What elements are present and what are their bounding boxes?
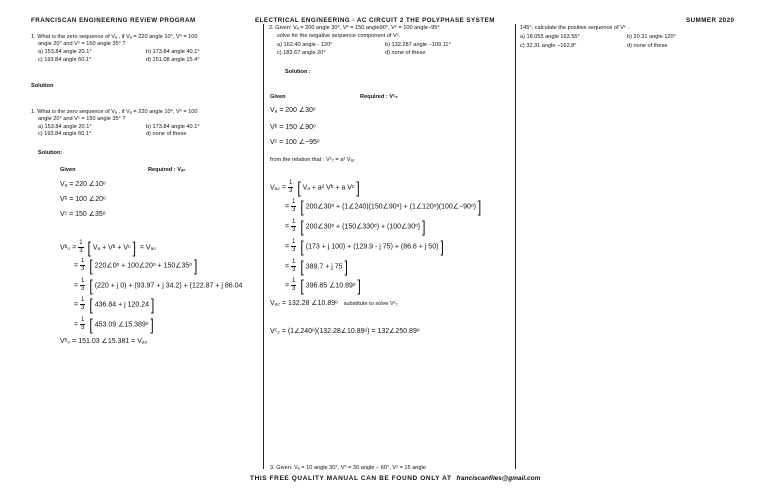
eq4-content: 436.84 + j 120.24	[94, 301, 150, 309]
q2-eq3-row: = $\frac{1}{3}$ [ 200∠30ᵒ + (150∠330ᵒ) + (100∠30ᵒ) ]	[285, 217, 426, 236]
q2-eq6-content: 396.85 ∠10.89ᵒ	[305, 282, 356, 290]
q2-given-label: Given	[270, 94, 286, 100]
solution2-label: Solution:	[38, 150, 63, 156]
q2-relation: from the relation that : Vᶜ₂ = a² Vₐ₂	[270, 157, 355, 163]
q2-option-c: c) 183.67 angle 20°	[277, 50, 326, 56]
given-vc: Vᶜ = 150 ∠35ᵒ	[60, 211, 106, 218]
q1b-option-d: d) none of these	[146, 131, 187, 137]
q1-option-a: a) 153.84 angle 20.1°	[38, 49, 92, 55]
q1b-option-b: b) 173.84 angle 40.1°	[146, 124, 200, 130]
eq1-rhs: Vₐ + Vᵇ + Vᶜ	[92, 244, 131, 252]
q2-eq1-row: Vₐ₂ = $\frac{1}{3}$ [ Vₐ + a² Vᵇ + a Vᶜ ]	[270, 178, 360, 197]
q2-eq5-row: = $\frac{1}{3}$ [ 389.7 + j 75 ]	[285, 257, 348, 276]
q1b-text-line1: 1. What is the zero sequence of Vₐ , if Vₐ = 220 angle 10°, Vᵇ = 100	[31, 109, 198, 115]
given-label: Given	[60, 167, 76, 173]
eq1-tail: = Vₐ₀	[139, 244, 157, 252]
q2-eq2-row: = $\frac{1}{3}$ [ 200∠30ᵒ + (1∠240)(150∠90ᵒ) + (1∠120ᵒ)(100∠−90ᵒ) ]	[285, 197, 482, 216]
q1-option-d: d) 151.08 angle 15.4°	[146, 57, 200, 63]
q2-result1: Vₐ₂ = 132.28 ∠10.89ᵒ substitute to solve Vᶜ₂	[270, 300, 398, 307]
q1b-option-c: c) 193.84 angle 60.1°	[38, 131, 92, 137]
q2-eq4-row: = $\frac{1}{3}$ [ (173 + j 100) + (129.9 - j 75) + (86.6 + j 50) ]	[285, 237, 444, 256]
q2-solution-label: Solution :	[285, 69, 311, 75]
eq2-content: 220∠0ᵒ + 100∠20ᵒ + 150∠35ᵒ	[94, 262, 192, 270]
q2-eq1-content: Vₐ + a² Vᵇ + a Vᶜ	[302, 184, 355, 192]
header-left: FRANCISCAN ENGINEERING REVIEW PROGRAM	[31, 17, 196, 24]
solution-label: Solution	[31, 83, 54, 89]
col3-option-c: c) 32.31 angle −162.8°	[520, 43, 577, 49]
eq3-content: (220 + j 0) + (93.97 + j 34.2) + (122.87 + j 86.04	[94, 282, 243, 290]
q2-eq4-content: (173 + j 100) + (129.9 - j 75) + (86.6 + j 50)	[305, 243, 439, 251]
column-divider-2	[515, 24, 516, 469]
required-label: Required : Vₐ₀	[148, 167, 186, 173]
q1-option-c: c) 193.84 angle 60.1°	[38, 57, 92, 63]
q2-result2: Vᶜ₂ = (1∠240ᵒ)(132.28∠10.89ᵒ) = 132∠250.89ᵒ	[270, 328, 420, 335]
footer-text: THIS FREE QUALITY MANUAL CAN BE FOUND ONLY AT	[250, 475, 452, 482]
q2-option-b: b) 132.287 angle −109.11°	[385, 42, 451, 48]
q2-result1-note: substitute to solve Vᶜ₂	[343, 301, 398, 307]
col3-option-b: b) 20.31 angle 120°	[627, 34, 676, 40]
eq1-lhs: Vᵇ₀ =	[60, 244, 77, 252]
col3-option-d: d) none of these	[627, 43, 668, 49]
q2-given-vc: Vᶜ = 100 ∠−95ᵒ	[270, 139, 320, 146]
header-center: ELECTRICAL ENGINEERING - AC CIRCUIT 2 THE POLYPHASE SYSTEM	[255, 17, 495, 24]
q2-required-label: Required : Vᶜ₂	[360, 94, 398, 100]
q3-text: 3. Given: Vₐ = 10 angle 30°, Vᵇ = 30 angle − 60°, Vᶜ = 15 angle	[270, 465, 426, 471]
q2-eq3-content: 200∠30ᵒ + (150∠330ᵒ) + (100∠30ᵒ)	[305, 223, 421, 231]
footer	[250, 475, 540, 482]
eq1-row: Vᵇ₀ = $\frac{1}{3}$ [ Vₐ + Vᵇ + Vᶜ ] = Vₐ₀	[60, 238, 157, 257]
q2-eq5-content: 389.7 + j 75	[305, 263, 343, 271]
col3-option-a: a) 18.055 angle 163.55°	[520, 34, 580, 40]
q2-eq2-content: 200∠30ᵒ + (1∠240)(150∠90ᵒ) + (1∠120ᵒ)(100∠−90ᵒ)	[305, 203, 476, 211]
eq2-row: = $\frac{1}{3}$ [ 220∠0ᵒ + 100∠20ᵒ + 150∠35ᵒ ]	[74, 256, 198, 275]
q2-eq6-row: = $\frac{1}{3}$ [ 396.85 ∠10.89ᵒ ]	[285, 276, 361, 295]
column-divider-1	[263, 24, 264, 469]
footer-email: franciscanfiles@gmail.com	[456, 475, 541, 482]
q1-option-b: b) 173.84 angle 40.1°	[146, 49, 200, 55]
col1-result: Vᵇ₀ = 151.03 ∠15.381 = Vₐ₀	[60, 338, 148, 345]
fraction: $\frac{1}{3}$	[79, 240, 83, 254]
q1-text-line2: angle 20° and Vᶜ = 150 angle 35° ?	[38, 41, 126, 47]
header-right: SUMMER 2020	[686, 17, 735, 24]
q2-given-vb: Vᵇ = 150 ∠90ᵒ	[270, 124, 316, 131]
q1-text-line1: 1. What is the zero sequence of Vₐ , if Vₐ = 220 angle 10°, Vᵇ = 100	[31, 34, 198, 40]
q2-text-line2: solve for the negative sequence component of Vᶜ.	[277, 33, 401, 39]
eq3-row: = $\frac{1}{3}$ [ (220 + j 0) + (93.97 + j 34.2) + (122.87 + j 86.04	[74, 276, 243, 295]
eq5-row: = $\frac{1}{3}$ [ 453.09 ∠15.389ᵒ ]	[74, 315, 154, 334]
eq4-row: = $\frac{1}{3}$ [ 436.84 + j 120.24 ]	[74, 295, 155, 314]
q1b-option-a: a) 153.84 angle 20.1°	[38, 124, 92, 130]
q2-text-line1: 2. Given: Vₐ = 200 angle 30°, Vᵇ = 150 angle90°, Vᶜ = 100 angle−95°	[269, 25, 440, 31]
given-va: Vₐ = 220 ∠10ᵒ	[60, 181, 106, 188]
q2-given-va: Vₐ = 200 ∠30ᵒ	[270, 107, 316, 114]
q1b-text-line2: angle 20° and Vᶜ = 150 angle 35° ?	[38, 116, 126, 122]
q2-option-a: a) 162.40 angle - 120°	[277, 42, 333, 48]
given-vb: Vᵇ = 100 ∠20ᵒ	[60, 196, 106, 203]
eq5-content: 453.09 ∠15.389ᵒ	[94, 321, 149, 329]
col3-line1: 145°, calculate the positive sequence of Vᶜ .	[520, 25, 630, 31]
q2-option-d: d) none of these	[385, 50, 426, 56]
